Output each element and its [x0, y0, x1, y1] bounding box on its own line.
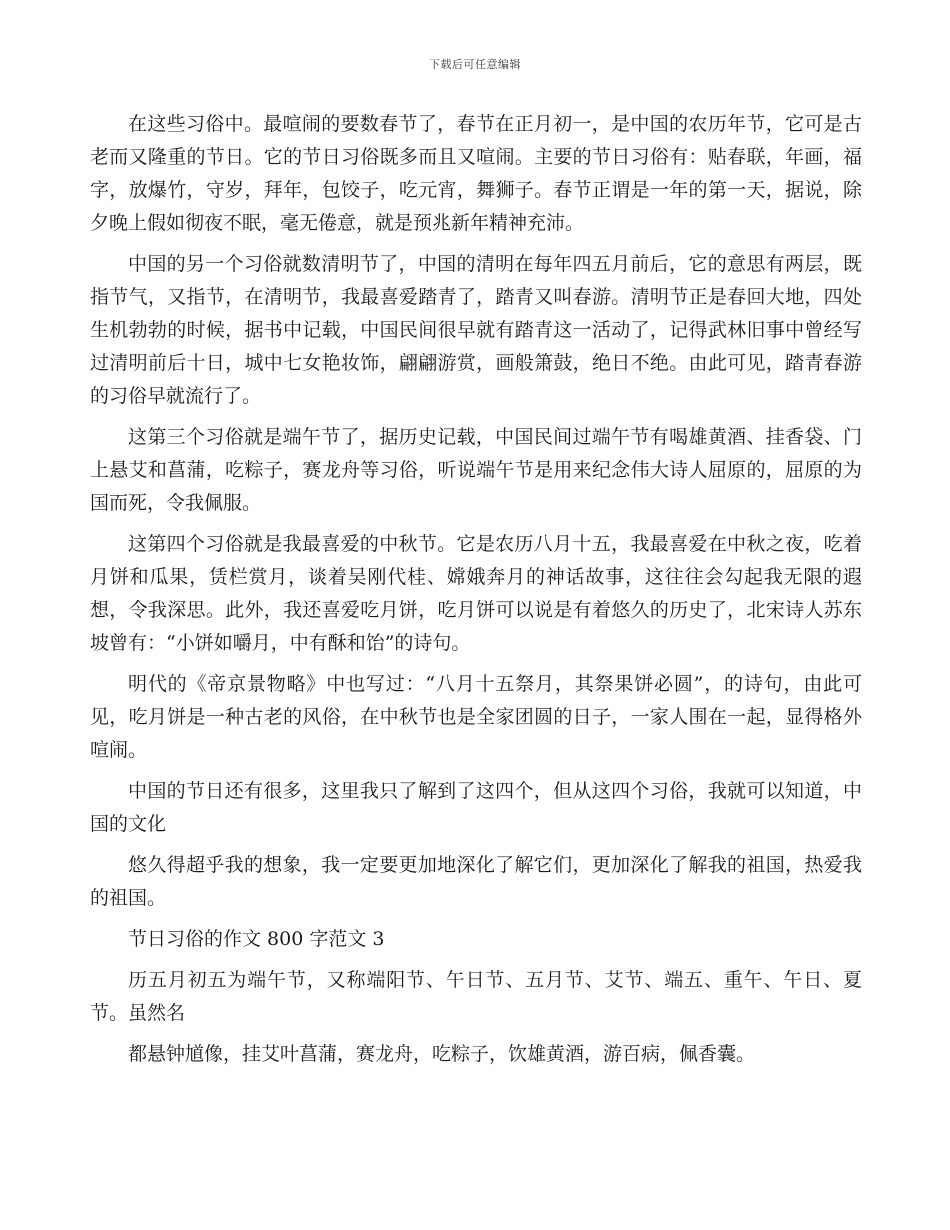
page-header: 下载后可任意编辑 — [429, 58, 521, 71]
section-title: 节日习俗的作文 800 字范文 3 — [128, 928, 385, 950]
paragraph-qingming: 中国的另一个习俗就数清明节了，中国的清明在每年四五月前后，它的意思有两层，既指节气，又指节，在清明节，我最喜爱踏青了，踏青又叫春游。清明节正是春回大地，四处生机勃勃的时候，据书中记载，中国民间很早就有踏青这一活动了，记得武林旧事中曾经写过清明前后十日，城中七女艳妆饰，翩翩游赏，画般箫鼓，绝日不绝。由此可见，踏青春游的习俗早就流行了。 — [90, 253, 862, 407]
paragraph-duanwu-customs: 都悬钟馗像，挂艾叶菖蒲，赛龙舟，吃粽子，饮雄黄酒，游百病，佩香囊。 — [128, 1043, 756, 1065]
paragraph-mooncake-history: 明代的《帝京景物略》中也写过：“八月十五祭月，其祭果饼必圆”，的诗句，由此可见，吃月饼是一种古老的风俗，在中秋节也是全家团圆的日子，一家人围在一起，显得格外喧闹。 — [90, 673, 862, 761]
paragraph-conclusion-continued: 悠久得超乎我的想象，我一定要更加地深化了解它们，更加深化了解我的祖国，热爱我的祖国。 — [90, 854, 862, 909]
paragraph-spring-festival: 在这些习俗中。最喧闹的要数春节了，春节在正月初一，是中国的农历年节，它可是古老而又隆重的节日。它的节日习俗既多而且又喧闹。主要的节日习俗有：贴春联，年画，福字，放爆竹，守岁，拜年，包饺子，吃元宵，舞狮子。春节正谓是一年的第一天，据说，除夕晚上假如彻夜不眠，毫无倦意，就是预兆新年精神充沛。 — [90, 113, 862, 234]
paragraph-conclusion: 中国的节日还有很多，这里我只了解到了这四个，但从这四个习俗，我就可以知道，中国的文化 — [90, 780, 862, 835]
document-body — [90, 108, 862, 1079]
paragraph-mid-autumn: 这第四个习俗就是我最喜爱的中秋节。它是农历八月十五，我最喜爱在中秋之夜，吃着月饼和瓜果，赁栏赏月，谈着吴刚代桂、嫦娥奔月的神话故事，这往往会勾起我无限的遐想，令我深思。此外，我还喜爱吃月饼，吃月饼可以说是有着悠久的历史了，北宋诗人苏东坡曾有：“小饼如嚼月，中有酥和饴”的诗句。 — [90, 533, 862, 654]
paragraph-duanwu-intro: 历五月初五为端午节，又称端阳节、午日节、五月节、艾节、端五、重午、午日、夏节。虽然名 — [90, 969, 862, 1024]
paragraph-dragon-boat: 这第三个习俗就是端午节了，据历史记载，中国民间过端午节有喝雄黄酒、挂香袋、门上悬艾和菖蒲，吃粽子，赛龙舟等习俗，听说端午节是用来纪念伟大诗人屈原的，屈原的为国而死，令我佩服。 — [90, 426, 862, 514]
